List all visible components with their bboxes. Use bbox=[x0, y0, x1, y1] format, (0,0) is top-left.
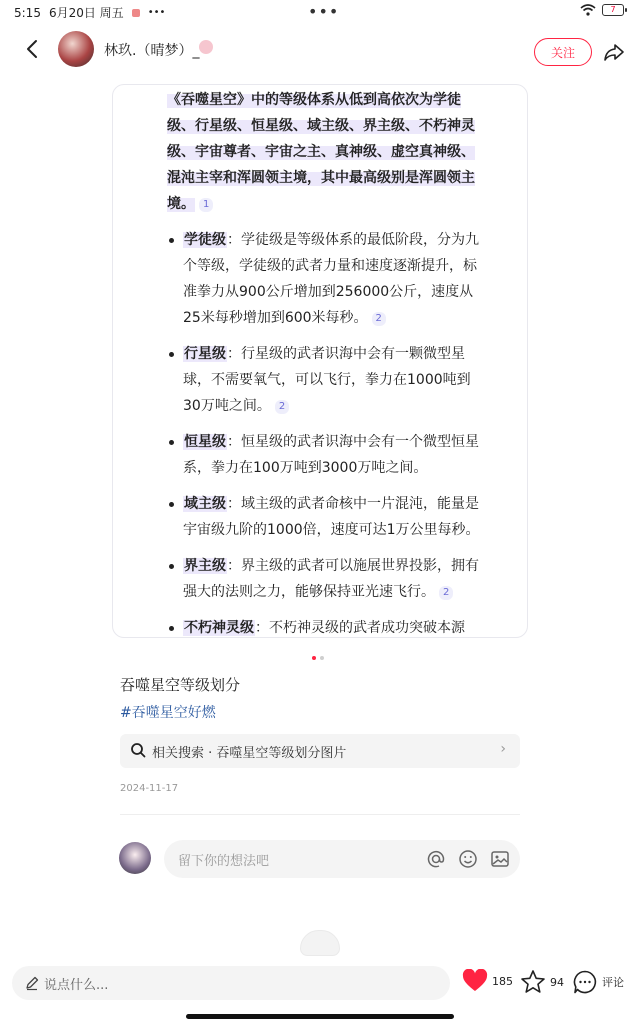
home-indicator[interactable] bbox=[186, 1014, 454, 1019]
heart-icon bbox=[462, 969, 488, 993]
star-icon bbox=[520, 969, 546, 995]
user-avatar[interactable] bbox=[119, 842, 151, 874]
like-count: 185 bbox=[492, 974, 513, 988]
pager-dot-active bbox=[312, 656, 316, 660]
loading-mascot-icon bbox=[300, 930, 340, 956]
notification-icon bbox=[132, 9, 140, 17]
collect-button[interactable] bbox=[520, 969, 564, 995]
multitask-dots[interactable]: ••• bbox=[308, 2, 340, 21]
note-image-card[interactable] bbox=[112, 84, 528, 638]
note-image-content bbox=[167, 85, 483, 638]
image-icon[interactable] bbox=[490, 849, 510, 869]
level-term: 行星级 bbox=[184, 346, 226, 362]
bottom-comment-input[interactable] bbox=[12, 966, 450, 1000]
citation-badge: 2 bbox=[439, 586, 453, 600]
intro-text: 《吞噬星空》中的等级体系从低到高依次为学徒级、行星级、恒星级、域主级、界主级、不朽神灵级、宇宙尊者、宇宙之主、真神级、虚空真神级、混沌主宰和浑圆领主境，其中最高级别是浑圆领主境。 bbox=[167, 92, 475, 212]
like-button[interactable] bbox=[462, 969, 513, 993]
level-description: ：不朽神灵级的武者成功突破本源 bbox=[255, 620, 465, 636]
author-avatar[interactable] bbox=[58, 31, 94, 67]
related-search-label: 相关搜索 · 吞噬星空等级划分图片 bbox=[152, 746, 347, 761]
citation-badge: 1 bbox=[199, 198, 213, 212]
pen-icon bbox=[24, 975, 40, 991]
citation-badge: 2 bbox=[372, 312, 386, 326]
follow-button[interactable]: 关注 bbox=[534, 38, 592, 66]
divider bbox=[120, 814, 520, 815]
author-badge-icon bbox=[199, 40, 213, 54]
collect-count: 94 bbox=[550, 975, 564, 989]
image-pager bbox=[312, 656, 324, 660]
related-search-bar[interactable] bbox=[120, 734, 520, 768]
list-item bbox=[167, 553, 483, 605]
level-term: 不朽神灵级 bbox=[184, 620, 254, 636]
author-name[interactable]: 林玖.（晴梦）_ bbox=[104, 43, 200, 59]
hashtag-link[interactable]: #吞噬星空好燃 bbox=[120, 705, 216, 721]
note-header bbox=[0, 28, 640, 76]
battery-icon: 7 bbox=[602, 4, 624, 16]
list-item bbox=[167, 491, 483, 543]
status-time: 5:15 bbox=[14, 5, 41, 20]
comment-button[interactable] bbox=[572, 969, 624, 995]
level-description: ：域主级的武者命核中一片混沌，能量是宇宙级九阶的1000倍，速度可达1万公里每秒。 bbox=[183, 496, 480, 538]
share-icon[interactable] bbox=[602, 40, 626, 64]
chevron-right-icon: › bbox=[500, 741, 506, 757]
comment-placeholder: 留下你的想法吧 bbox=[178, 854, 270, 869]
more-status-icon: ••• bbox=[147, 7, 166, 18]
pager-dot bbox=[320, 656, 324, 660]
list-item bbox=[167, 429, 483, 481]
comment-label: 评论 bbox=[602, 976, 624, 989]
comment-icon bbox=[572, 969, 598, 995]
at-icon[interactable] bbox=[426, 849, 446, 869]
wifi-icon bbox=[580, 4, 596, 16]
status-bar bbox=[0, 0, 640, 24]
bottom-input-placeholder: 说点什么... bbox=[44, 978, 109, 993]
level-term: 界主级 bbox=[184, 558, 226, 574]
level-description: ：行星级的武者识海中会有一颗微型星球，不需要氧气，可以飞行，拳力在1000吨到30万吨之间。 bbox=[183, 346, 471, 414]
level-term: 恒星级 bbox=[184, 434, 226, 450]
list-item bbox=[167, 341, 483, 419]
citation-badge: 2 bbox=[275, 400, 289, 414]
level-description: ：界主级的武者可以施展世界投影，拥有强大的法则之力，能够保持亚光速飞行。 bbox=[183, 558, 479, 600]
level-term: 域主级 bbox=[184, 496, 226, 512]
status-date: 6月20日 周五 bbox=[48, 6, 124, 20]
list-item bbox=[167, 615, 483, 638]
level-description: ：学徒级是等级体系的最低阶段，分为九个等级，学徒级的武者力量和速度逐渐提升，标准拳力从900公斤增加到256000公斤，速度从25米每秒增加到600米每秒。 bbox=[183, 232, 479, 326]
level-term: 学徒级 bbox=[184, 232, 226, 248]
comment-input[interactable] bbox=[164, 840, 520, 878]
search-icon bbox=[130, 742, 146, 758]
post-title: 吞噬星空等级划分 bbox=[120, 676, 241, 694]
post-date: 2024-11-17 bbox=[120, 783, 179, 794]
emoji-icon[interactable] bbox=[458, 849, 478, 869]
level-description: ：恒星级的武者识海中会有一个微型恒星系，拳力在100万吨到3000万吨之间。 bbox=[183, 434, 479, 476]
back-icon[interactable] bbox=[22, 38, 44, 60]
list-item bbox=[167, 227, 483, 331]
